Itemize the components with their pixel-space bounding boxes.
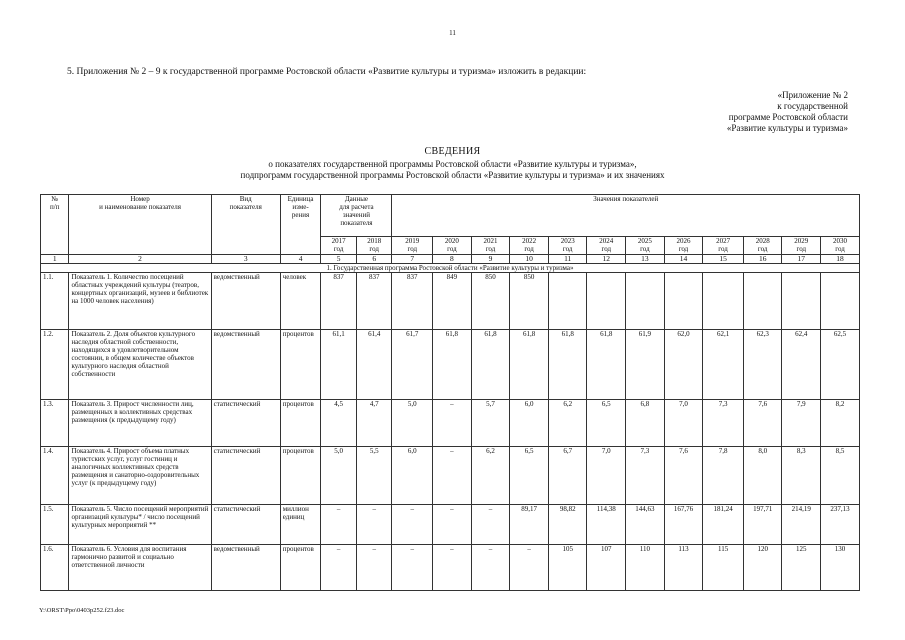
indicator-value: 6,2 [471, 447, 510, 505]
indicator-value: – [321, 545, 357, 591]
indicator-name: Показатель 2. Доля объектов культурного наследия областной собственности, находящихся в удовлетворительном состоянии, в общем количестве объектов культурного наследия областной собственности [69, 330, 211, 400]
indicator-value: 61,7 [392, 330, 433, 400]
header-values: Значения показателей [392, 195, 860, 237]
column-number: 6 [356, 255, 392, 264]
year-header: 2029 год [782, 237, 821, 255]
annex-header [727, 90, 848, 134]
table-row [41, 273, 860, 330]
indicator-value: 5,0 [392, 400, 433, 447]
indicator-value: 62,0 [664, 330, 703, 400]
annex-line: программе Ростовской области [728, 112, 848, 122]
year-header: 2018 год [356, 237, 392, 255]
indicator-value [664, 273, 703, 330]
column-number: 1 [41, 255, 69, 264]
intro-paragraph: 5. Приложения № 2 – 9 к государственной программе Ростовской области «Развитие культуры и туризма» изложить в редакции: [67, 67, 587, 77]
indicator-name: Показатель 5. Число посещений мероприятий организаций культуры* / число посещений культурных мероприятий ** [69, 505, 211, 545]
indicator-value: 105 [548, 545, 587, 591]
indicator-value: 8,0 [743, 447, 782, 505]
document-subtitle [0, 159, 905, 181]
indicator-value: 6,2 [548, 400, 587, 447]
indicator-value: 8,5 [821, 447, 860, 505]
indicator-value: 181,24 [703, 505, 744, 545]
section-title: 1. Государственная программа Ростовской области «Развитие культуры и туризма» [41, 264, 860, 273]
indicator-value: 837 [321, 273, 357, 330]
document-title: СВЕДЕНИЯ [424, 146, 481, 157]
indicator-value: 7,0 [664, 400, 703, 447]
indicator-value [587, 273, 626, 330]
indicator-value: 4,7 [356, 400, 392, 447]
indicator-value: 6,8 [626, 400, 665, 447]
indicator-value: 61,8 [433, 330, 472, 400]
indicator-value: 98,82 [548, 505, 587, 545]
column-number: 13 [626, 255, 665, 264]
indicator-value: – [392, 505, 433, 545]
row-number: 1.5. [41, 505, 69, 545]
indicator-value: 62,1 [703, 330, 744, 400]
column-number: 15 [703, 255, 744, 264]
column-number: 10 [510, 255, 549, 264]
indicator-value: 62,5 [821, 330, 860, 400]
indicator-value: 7,9 [782, 400, 821, 447]
header-kind: Вид показателя [211, 195, 280, 255]
indicator-unit: миллион единиц [280, 505, 321, 545]
year-header: 2017 год [321, 237, 357, 255]
indicator-unit: процентов [280, 447, 321, 505]
indicator-value [626, 273, 665, 330]
table-row [41, 545, 860, 591]
indicators-table [40, 194, 860, 591]
indicator-value: 62,3 [743, 330, 782, 400]
indicator-value [782, 273, 821, 330]
year-header: 2026 год [664, 237, 703, 255]
year-header: 2030 год [821, 237, 860, 255]
year-header: 2028 год [743, 237, 782, 255]
row-number: 1.4. [41, 447, 69, 505]
indicator-value: 849 [433, 273, 472, 330]
row-number: 1.3. [41, 400, 69, 447]
indicator-value: 8,3 [782, 447, 821, 505]
indicator-value: – [510, 545, 549, 591]
indicator-kind: ведомственный [211, 330, 280, 400]
indicator-value: 7,6 [743, 400, 782, 447]
table-row [41, 505, 860, 545]
indicator-value: 130 [821, 545, 860, 591]
column-number: 5 [321, 255, 357, 264]
indicator-value: 114,38 [587, 505, 626, 545]
table-row [41, 400, 860, 447]
indicator-unit: процентов [280, 545, 321, 591]
indicator-unit: человек [280, 273, 321, 330]
indicator-value: 61,8 [510, 330, 549, 400]
indicator-value [743, 273, 782, 330]
row-number: 1.6. [41, 545, 69, 591]
indicator-value: – [433, 400, 472, 447]
year-header: 2021 год [471, 237, 510, 255]
header-base: Данные для расчета значений показателя [321, 195, 392, 237]
indicator-value: 62,4 [782, 330, 821, 400]
indicator-value: 837 [392, 273, 433, 330]
file-path-footer: Y:\ORST\Ppo\0403p252.f23.doc [39, 607, 125, 614]
column-number: 16 [743, 255, 782, 264]
column-number: 17 [782, 255, 821, 264]
indicator-value: – [471, 545, 510, 591]
indicator-value: – [433, 447, 472, 505]
indicator-value: 7,0 [587, 447, 626, 505]
indicator-value: 7,8 [703, 447, 744, 505]
indicator-value: 6,0 [510, 400, 549, 447]
indicator-value: 197,71 [743, 505, 782, 545]
indicator-value: 113 [664, 545, 703, 591]
indicator-unit: процентов [280, 330, 321, 400]
table-row [41, 330, 860, 400]
row-number: 1.1. [41, 273, 69, 330]
header-name: Номер и наименование показателя [69, 195, 211, 255]
indicator-value: – [321, 505, 357, 545]
indicator-name: Показатель 3. Прирост численности лиц, размещенных в коллективных средствах размещения (к предыдущему году) [69, 400, 211, 447]
year-header: 2019 год [392, 237, 433, 255]
indicator-value: 167,76 [664, 505, 703, 545]
indicator-value: 7,3 [626, 447, 665, 505]
indicator-value: 107 [587, 545, 626, 591]
year-header: 2027 год [703, 237, 744, 255]
annex-line: «Развитие культуры и туризма» [726, 123, 848, 133]
indicator-name: Показатель 4. Прирост объема платных туристских услуг, услуг гостиниц и аналогичных коллективных средств размещения и санаторно-оздоровительных услуг (к предыдущему году) [69, 447, 211, 505]
page-number: 11 [449, 29, 456, 37]
column-number: 3 [211, 255, 280, 264]
indicator-value: 850 [471, 273, 510, 330]
subtitle-line: подпрограмм государственной программы Ростовской области «Развитие культуры и туризма» и их значениях [240, 170, 665, 180]
indicator-value: 850 [510, 273, 549, 330]
indicator-value: – [356, 545, 392, 591]
table-row [41, 447, 860, 505]
indicator-value: 837 [356, 273, 392, 330]
indicator-value: 5,0 [321, 447, 357, 505]
column-number: 9 [471, 255, 510, 264]
indicator-value: 6,5 [587, 400, 626, 447]
column-number: 12 [587, 255, 626, 264]
indicator-value: 4,5 [321, 400, 357, 447]
year-header: 2025 год [626, 237, 665, 255]
year-header: 2020 год [433, 237, 472, 255]
indicator-value: – [433, 545, 472, 591]
subtitle-line: о показателях государственной программы Ростовской области «Развитие культуры и туризма», [268, 159, 637, 169]
indicator-value: 6,0 [392, 447, 433, 505]
row-number: 1.2. [41, 330, 69, 400]
section-row [41, 264, 860, 273]
indicator-kind: статистический [211, 505, 280, 545]
annex-line: «Приложение № 2 [777, 90, 848, 100]
year-header: 2023 год [548, 237, 587, 255]
header-unit: Единица изме- рения [280, 195, 321, 255]
indicator-value [548, 273, 587, 330]
year-header: 2024 год [587, 237, 626, 255]
column-number: 8 [433, 255, 472, 264]
indicator-name: Показатель 1. Количество посещений областных учреждений культуры (театров, концертных организаций, музеев и библиотек на 1000 человек населения) [69, 273, 211, 330]
indicator-value: 8,2 [821, 400, 860, 447]
indicator-value: 120 [743, 545, 782, 591]
indicator-kind: ведомственный [211, 545, 280, 591]
indicator-value: 61,8 [471, 330, 510, 400]
indicator-value: 6,7 [548, 447, 587, 505]
indicator-kind: статистический [211, 400, 280, 447]
indicator-value: 125 [782, 545, 821, 591]
indicator-value: 214,19 [782, 505, 821, 545]
indicator-value: 110 [626, 545, 665, 591]
indicator-kind: ведомственный [211, 273, 280, 330]
indicator-value [821, 273, 860, 330]
column-number: 4 [280, 255, 321, 264]
indicator-value: 61,8 [587, 330, 626, 400]
indicator-value: – [356, 505, 392, 545]
indicator-value: 115 [703, 545, 744, 591]
indicator-value [703, 273, 744, 330]
indicator-value: – [433, 505, 472, 545]
indicator-value: 7,6 [664, 447, 703, 505]
column-number: 18 [821, 255, 860, 264]
column-number: 2 [69, 255, 211, 264]
indicator-value: – [471, 505, 510, 545]
indicator-value: 6,5 [510, 447, 549, 505]
indicator-value: 7,3 [703, 400, 744, 447]
indicator-value: 5,7 [471, 400, 510, 447]
indicator-value: 61,1 [321, 330, 357, 400]
indicator-value: 89,17 [510, 505, 549, 545]
indicator-kind: статистический [211, 447, 280, 505]
year-header: 2022 год [510, 237, 549, 255]
header-num: № п/п [41, 195, 69, 255]
column-number: 11 [548, 255, 587, 264]
indicator-value: 61,9 [626, 330, 665, 400]
indicator-value: 61,8 [548, 330, 587, 400]
column-number: 14 [664, 255, 703, 264]
annex-line: к государственной [777, 101, 848, 111]
indicator-name: Показатель 6. Условия для воспитания гармонично развитой и социально ответственной личности [69, 545, 211, 591]
indicator-value: 237,13 [821, 505, 860, 545]
indicator-value: 5,5 [356, 447, 392, 505]
indicator-unit: процентов [280, 400, 321, 447]
column-number: 7 [392, 255, 433, 264]
indicator-value: 144,63 [626, 505, 665, 545]
indicator-value: 61,4 [356, 330, 392, 400]
indicator-value: – [392, 545, 433, 591]
